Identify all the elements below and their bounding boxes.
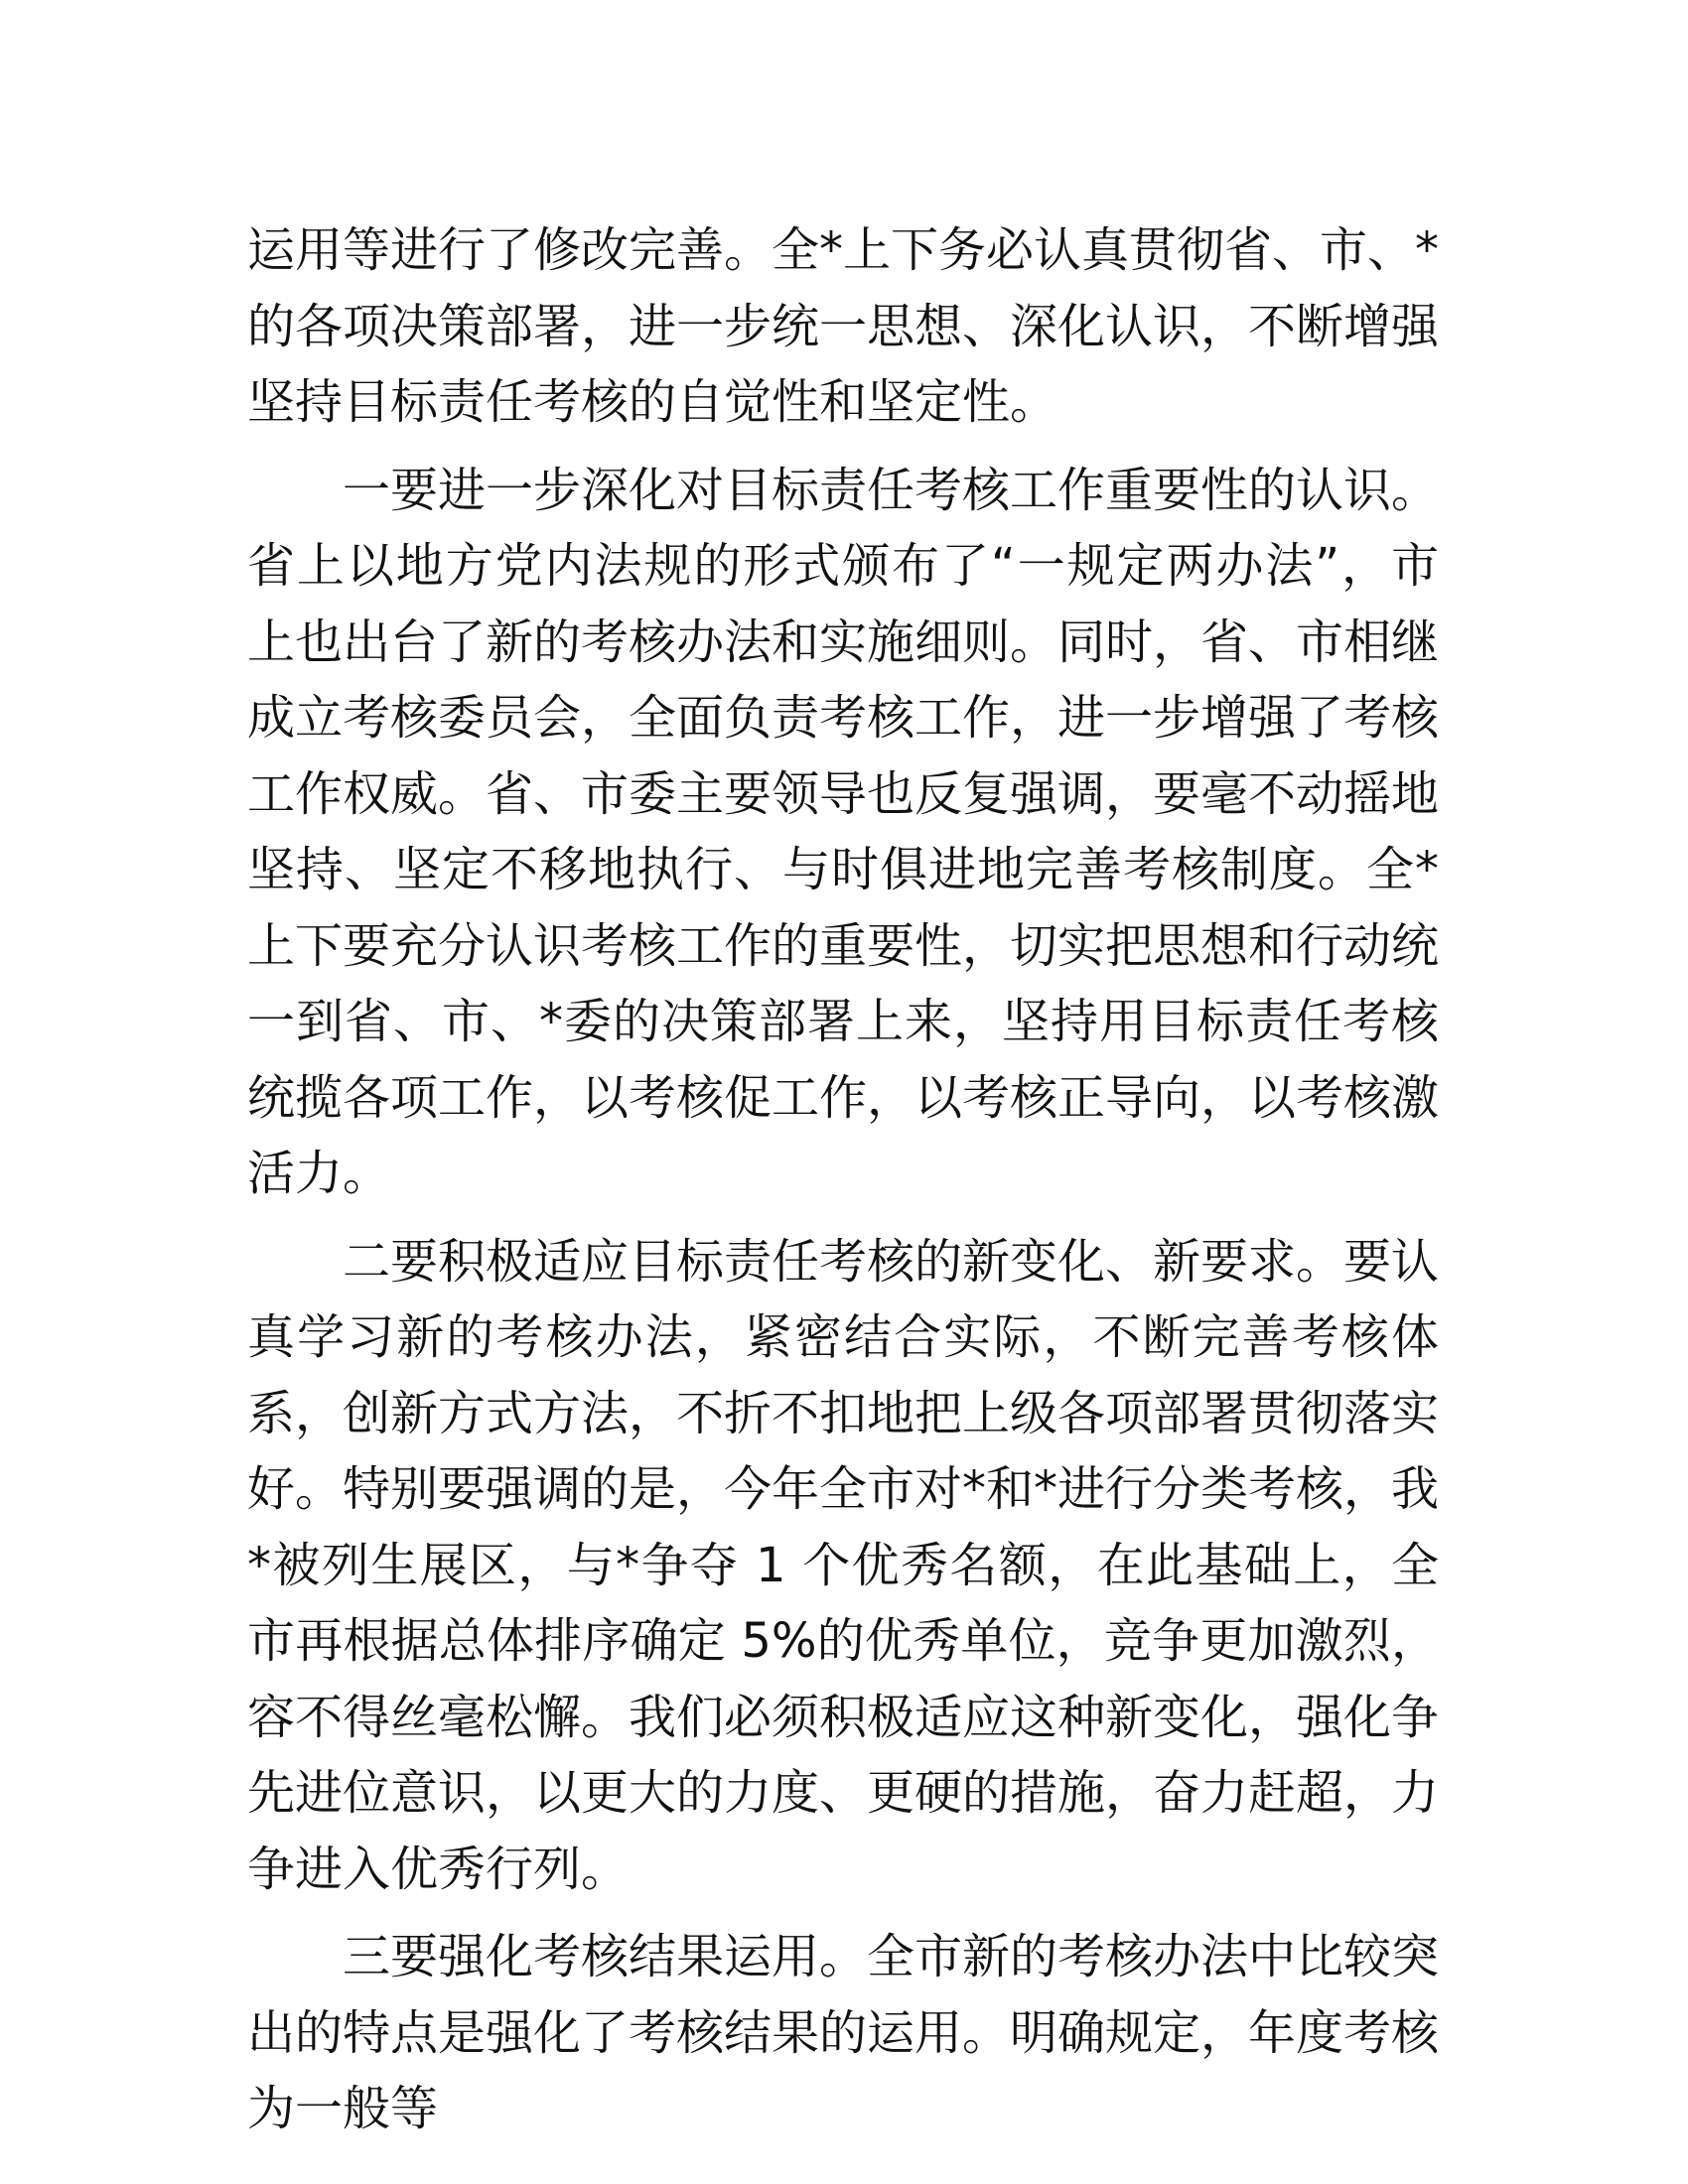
body-text	[247, 212, 1439, 2147]
paragraph-continuation: 运用等进行了修改完善。全*上下务必认真贯彻省、市、*的各项决策部署，进一步统一思想、深化认识，不断增强坚持目标责任考核的自觉性和坚定性。	[247, 222, 1440, 430]
paragraph-point-one: 一要进一步深化对目标责任考核工作重要性的认识。省上以地方党内法规的形式颁布了“一规定两办法”，市上也出台了新的考核办法和实施细则。同时，省、市相继成立考核委员会，全面负责考核工作，进一步增强了考核工作权威。省、市委主要领导也反复强调，要毫不动摇地坚持、坚定不移地执行、与时俱进地完善考核制度。全*上下要充分认识考核工作的重要性，切实把思想和行动统一到省、市、*委的决策部署上来，坚持用目标责任考核统揽各项工作，以考核促工作，以考核正导向，以考核激活力。	[247, 462, 1440, 1201]
paragraph-point-three: 三要强化考核结果运用。全市新的考核办法中比较突出的特点是强化了考核结果的运用。明确规定，年度考核为一般等	[247, 1929, 1440, 2136]
paragraph-point-two: 二要积极适应目标责任考核的新变化、新要求。要认真学习新的考核办法，紧密结合实际，不断完善考核体系，创新方式方法，不折不扣地把上级各项部署贯彻落实好。特别要强调的是，今年全市对*和*进行分类考核，我*被列生展区，与*争夺 1 个优秀名额，在此基础上，全市再根据总体排序确定 5%的优秀单位，竞争更加激烈，容不得丝毫松懈。我们必须积极适应这种新变化，强化争先进位意识，以更大的力度、更硬的措施，奋力赶超，力争进入优秀行列。	[247, 1233, 1440, 1897]
